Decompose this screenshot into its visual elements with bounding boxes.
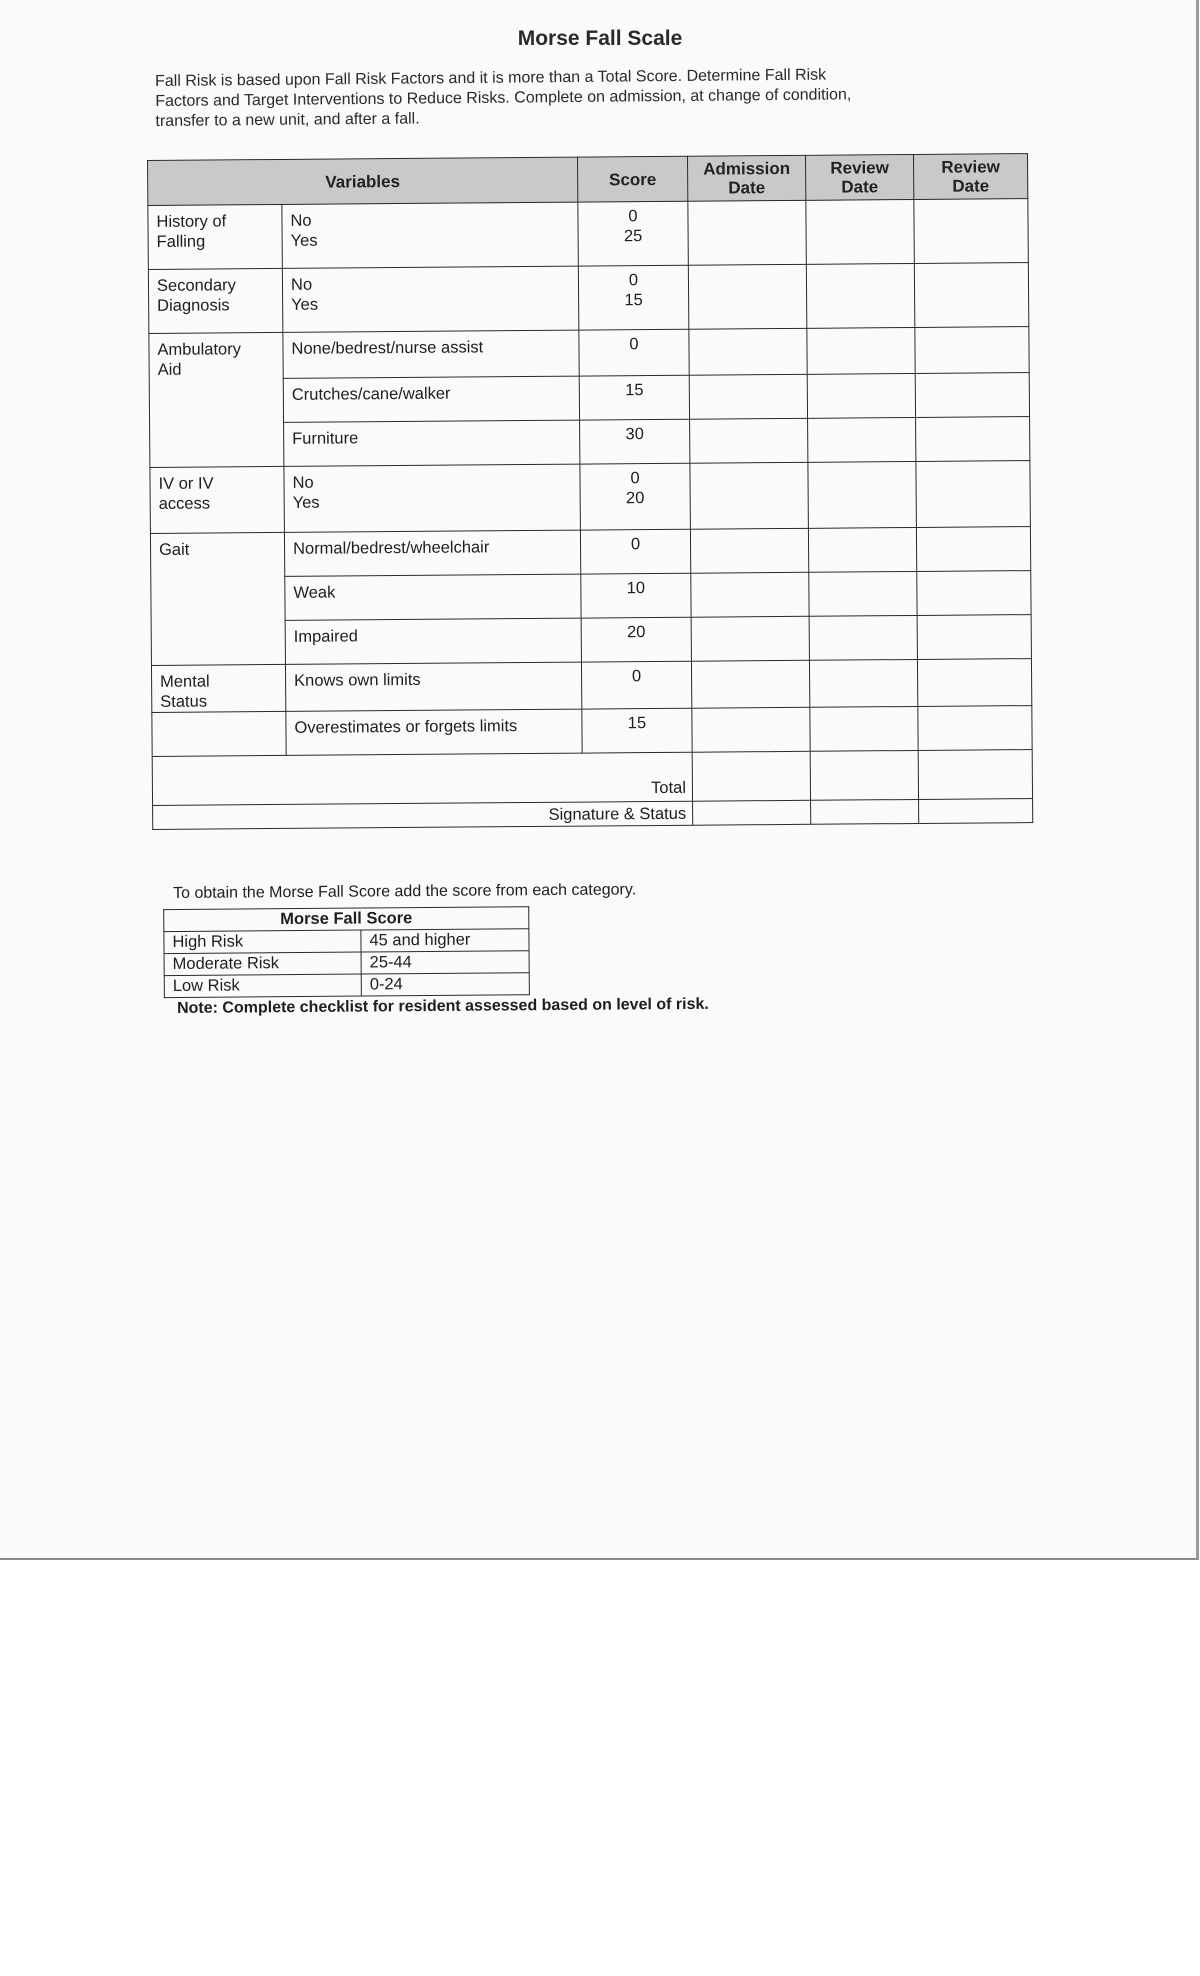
intro-line: transfer to a new unit, and after a fall. — [155, 110, 420, 130]
score-cell: 0 — [580, 529, 690, 574]
option-normal-bedrest-wheelchair: Normal/bedrest/wheelchair — [284, 530, 580, 576]
table-row — [152, 706, 1032, 757]
table-row — [150, 527, 1030, 578]
score-cell: 15 — [582, 708, 692, 753]
table-header-row — [164, 907, 529, 932]
factor-ambulatory-aid: Ambulatory Aid — [149, 332, 284, 467]
review-date-cell[interactable] — [807, 373, 915, 418]
admission-date-cell[interactable] — [691, 616, 809, 661]
admission-signature-cell[interactable] — [693, 800, 811, 825]
review-date-cell[interactable] — [914, 199, 1028, 264]
morse-fall-score-table — [163, 906, 530, 998]
signature-status-label: Signature & Status — [153, 801, 693, 829]
risk-range: 25-44 — [361, 951, 529, 974]
admission-date-cell[interactable] — [690, 462, 809, 529]
table-row — [148, 199, 1028, 270]
option-crutches-cane-walker: Crutches/cane/walker — [283, 376, 579, 422]
review-date-cell[interactable] — [810, 706, 918, 751]
total-label: Total — [152, 752, 692, 805]
factor-history-of-falling: History of Falling — [148, 204, 282, 269]
review-date-cell[interactable] — [806, 263, 914, 328]
review-signature-cell[interactable] — [811, 799, 919, 824]
table-row — [150, 461, 1031, 534]
header-review-date: Review Date — [805, 154, 913, 200]
score-cell: 30 — [580, 419, 690, 464]
admission-date-cell[interactable] — [688, 200, 806, 265]
score-cell: 15 — [579, 375, 689, 420]
total-row — [152, 750, 1032, 806]
score-cell: 0 — [579, 329, 689, 376]
fall-scale-table — [147, 153, 1033, 830]
review-date-cell[interactable] — [809, 615, 917, 660]
score-cell: 20 — [581, 617, 691, 662]
review-total-cell[interactable] — [810, 750, 918, 800]
option-none-bedrest-nurse-assist: None/bedrest/nurse assist — [283, 330, 579, 378]
table-row — [149, 327, 1029, 380]
table-row — [164, 929, 529, 954]
review-date-cell[interactable] — [917, 571, 1031, 616]
admission-date-cell[interactable] — [688, 264, 806, 329]
review-total-cell[interactable] — [918, 750, 1032, 800]
scores-secondary-diagnosis: 0 15 — [578, 265, 688, 330]
header-admission-date: Admission Date — [688, 155, 806, 201]
review-date-cell[interactable] — [809, 571, 917, 616]
score-cell: 0 — [581, 661, 691, 709]
review-date-cell[interactable] — [915, 373, 1029, 418]
admission-date-cell[interactable] — [690, 418, 808, 463]
review-date-cell[interactable] — [914, 263, 1028, 328]
review-date-cell[interactable] — [915, 327, 1029, 374]
fall-scale-table-wrapper — [147, 153, 1033, 830]
note-text: Note: Complete checklist for resident assessed based on level of risk. — [177, 995, 709, 1017]
review-date-cell[interactable] — [916, 527, 1030, 572]
score-instructions: To obtain the Morse Fall Score add the score from each category. — [173, 881, 637, 902]
header-review-date: Review Date — [913, 154, 1027, 200]
risk-range: 0-24 — [361, 973, 529, 996]
risk-section — [173, 881, 637, 998]
table-row — [164, 973, 529, 998]
review-date-cell[interactable] — [918, 706, 1032, 751]
admission-date-cell[interactable] — [691, 572, 809, 617]
risk-level: High Risk — [164, 930, 361, 954]
scores-history-of-falling: 0 25 — [578, 201, 688, 266]
admission-date-cell[interactable] — [689, 328, 807, 375]
header-variables: Variables — [148, 157, 578, 205]
option-weak: Weak — [285, 574, 581, 620]
score-cell: 10 — [581, 573, 691, 618]
risk-level: Moderate Risk — [164, 952, 361, 976]
intro-line: Fall Risk is based upon Fall Risk Factors and it is more than a Total Score. Determine Fall Risk — [155, 66, 827, 90]
risk-level: Low Risk — [164, 974, 361, 998]
review-date-cell[interactable] — [916, 461, 1031, 528]
page-title: Morse Fall Scale — [517, 27, 683, 50]
review-date-cell[interactable] — [917, 615, 1031, 660]
review-signature-cell[interactable] — [919, 799, 1033, 824]
admission-date-cell[interactable] — [690, 528, 808, 573]
option-overestimates-or-forgets-limits: Overestimates or forgets limits — [286, 709, 582, 755]
review-date-cell[interactable] — [809, 659, 917, 707]
admission-date-cell[interactable] — [691, 660, 809, 708]
review-date-cell[interactable] — [808, 527, 916, 572]
option-knows-own-limits: Knows own limits — [285, 662, 581, 711]
option-furniture: Furniture — [284, 420, 580, 466]
table-row — [148, 263, 1028, 334]
header-score: Score — [578, 156, 688, 202]
intro-line: Factors and Target Interventions to Reduce Risks. Complete on admission, at change of condition, — [155, 86, 852, 110]
review-date-cell[interactable] — [808, 461, 917, 528]
risk-range: 45 and higher — [361, 929, 529, 952]
table-row — [151, 659, 1031, 713]
factor-secondary-diagnosis: Secondary Diagnosis — [148, 268, 282, 333]
review-date-cell[interactable] — [806, 199, 914, 264]
table-header-row — [148, 154, 1028, 206]
scores-iv-access: 0 20 — [580, 463, 691, 530]
factor-iv-access: IV or IV access — [150, 466, 285, 533]
admission-date-cell[interactable] — [689, 374, 807, 419]
admission-total-cell[interactable] — [692, 751, 810, 801]
empty-factor-cell — [152, 711, 286, 756]
review-date-cell[interactable] — [807, 327, 915, 374]
table-row — [164, 951, 529, 976]
intro-paragraph — [155, 64, 1016, 132]
review-date-cell[interactable] — [808, 417, 916, 462]
admission-date-cell[interactable] — [692, 707, 810, 752]
options-iv-access: No Yes — [284, 464, 581, 532]
factor-mental-status: Mental Status — [151, 664, 285, 712]
risk-table-title: Morse Fall Score — [164, 907, 529, 932]
options-history-of-falling: No Yes — [282, 202, 579, 268]
review-date-cell[interactable] — [916, 417, 1030, 462]
options-secondary-diagnosis: No Yes — [282, 266, 579, 332]
factor-gait: Gait — [150, 532, 285, 665]
review-date-cell[interactable] — [917, 659, 1031, 707]
option-impaired: Impaired — [285, 618, 581, 664]
